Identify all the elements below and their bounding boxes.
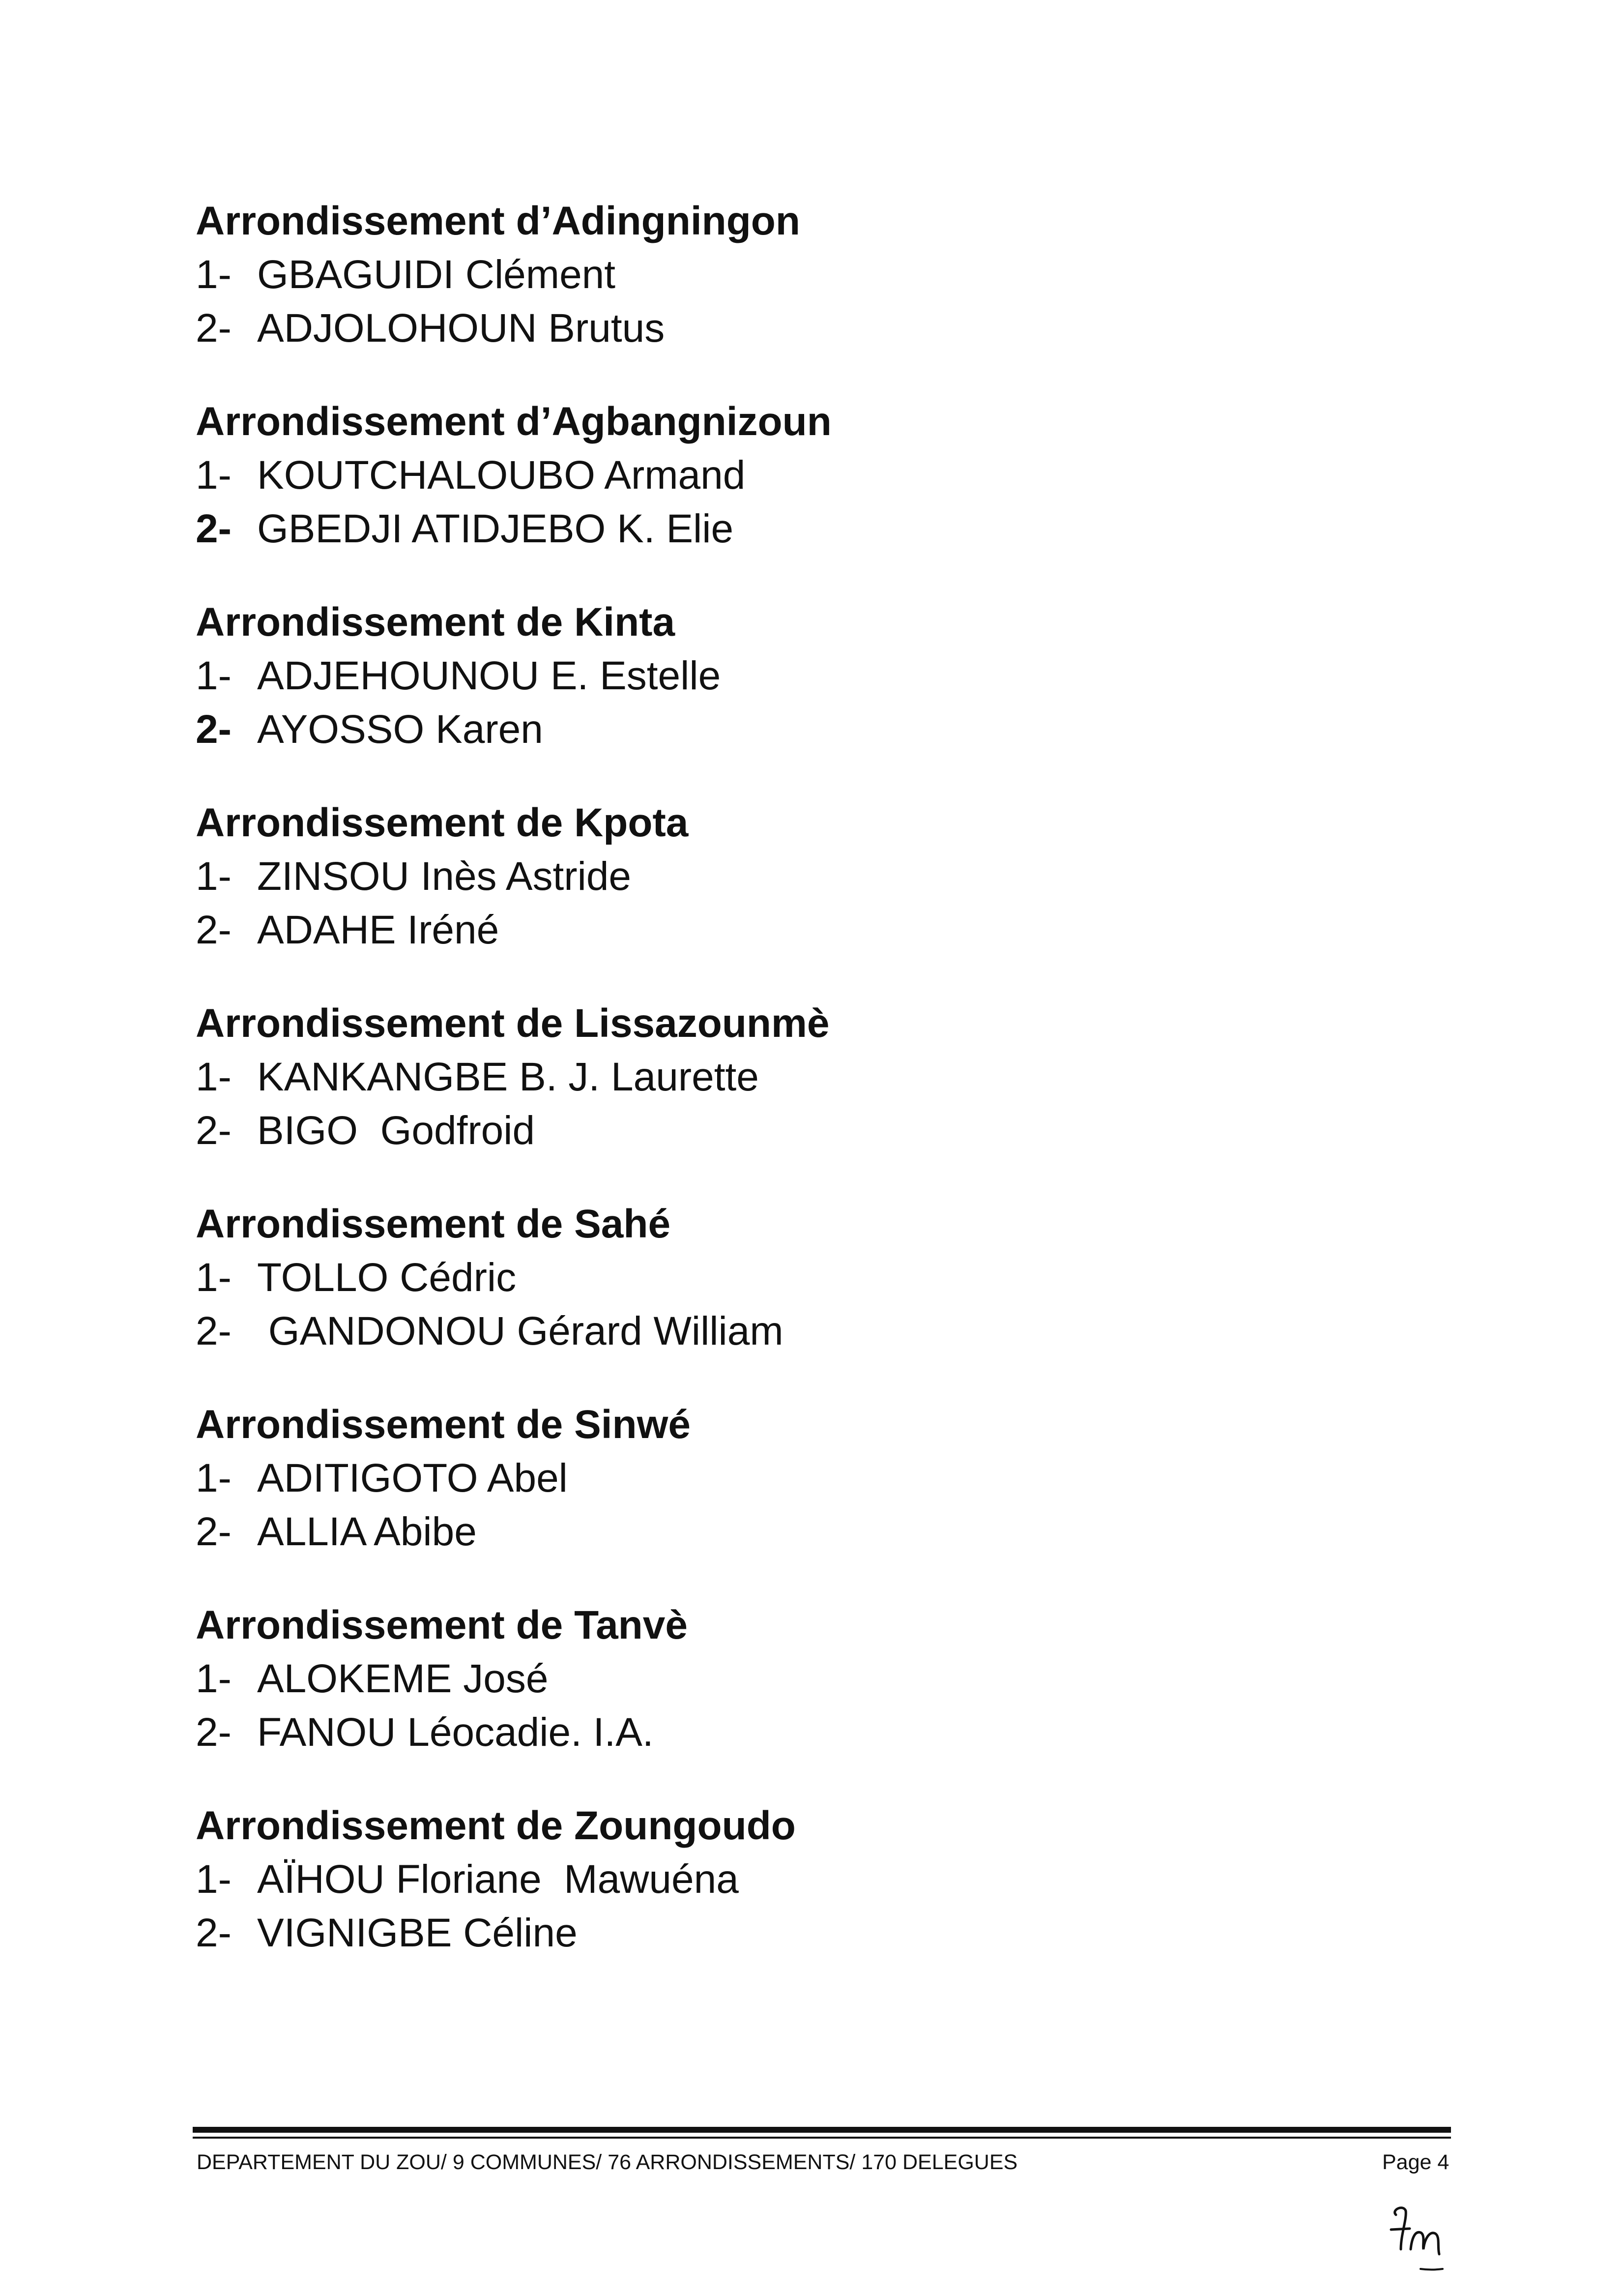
entry-number: 1-	[196, 1255, 232, 1300]
delegate-entry	[196, 1906, 1424, 1960]
delegate-name: TOLLO Cédric	[257, 1255, 517, 1300]
delegate-name: GBEDJI ATIDJEBO K. Elie	[257, 506, 734, 551]
delegate-entry	[196, 649, 1424, 703]
delegate-name: KOUTCHALOUBO Armand	[257, 453, 746, 498]
footer-divider-thin	[193, 2137, 1451, 2139]
arrondissement-heading: Arrondissement de Kinta	[196, 600, 675, 645]
entry-number: 1-	[196, 1656, 232, 1701]
arrondissement-section	[196, 1197, 1424, 1398]
delegate-name: VIGNIGBE Céline	[257, 1911, 578, 1955]
entry-number: 2-	[196, 1710, 232, 1755]
delegate-entry	[196, 1505, 1424, 1558]
footer-text: DEPARTEMENT DU ZOU/ 9 COMMUNES/ 76 ARRONDISSEMENTS/ 170 DELEGUES	[197, 2150, 1018, 2174]
arrondissement-heading: Arrondissement de Kpota	[196, 800, 689, 845]
entry-number: 2-	[196, 707, 232, 752]
delegate-name: AÏHOU Floriane Mawuéna	[257, 1857, 739, 1902]
entry-number: 1-	[196, 1055, 232, 1099]
delegate-name: ADITIGOTO Abel	[257, 1456, 568, 1500]
signature-icon	[1386, 2200, 1450, 2274]
delegate-entry	[196, 1451, 1424, 1505]
entry-number: 1-	[196, 1456, 232, 1500]
entry-number: 1-	[196, 252, 232, 297]
arrondissement-section	[196, 1398, 1424, 1598]
arrondissement-heading: Arrondissement d’Agbangnizoun	[196, 399, 832, 444]
arrondissement-heading: Arrondissement de Tanvè	[196, 1603, 688, 1647]
entry-number: 1-	[196, 1857, 232, 1902]
delegate-name: ALOKEME José	[257, 1656, 549, 1701]
arrondissement-heading: Arrondissement de Zoungoudo	[196, 1803, 796, 1848]
arrondissement-section	[196, 1799, 1424, 1999]
delegate-name: FANOU Léocadie. I.A.	[257, 1710, 654, 1755]
delegate-name: BIGO Godfroid	[257, 1108, 535, 1153]
entry-number: 1-	[196, 653, 232, 698]
delegate-entry	[196, 1251, 1424, 1304]
delegate-entry	[196, 448, 1424, 502]
arrondissement-section	[196, 997, 1424, 1197]
arrondissement-section	[196, 595, 1424, 796]
delegates-list	[196, 194, 1424, 1999]
entry-number: 1-	[196, 854, 232, 899]
arrondissement-section	[196, 395, 1424, 595]
entry-number: 2-	[196, 306, 232, 351]
delegate-entry	[196, 1050, 1424, 1104]
delegate-entry	[196, 502, 1424, 556]
delegate-name: AYOSSO Karen	[257, 707, 543, 752]
delegate-entry	[196, 301, 1424, 355]
delegate-entry	[196, 703, 1424, 756]
entry-number: 2-	[196, 1108, 232, 1153]
delegate-name: ADJEHOUNOU E. Estelle	[257, 653, 721, 698]
delegate-entry	[196, 1705, 1424, 1759]
delegate-name: ADAHE Iréné	[257, 908, 499, 952]
delegate-entry	[196, 1104, 1424, 1157]
entry-number: 2-	[196, 908, 232, 952]
arrondissement-heading: Arrondissement de Sinwé	[196, 1402, 691, 1447]
entry-number: 2-	[196, 1509, 232, 1554]
delegate-name: GBAGUIDI Clément	[257, 252, 616, 297]
delegate-entry	[196, 850, 1424, 903]
arrondissement-section	[196, 194, 1424, 395]
arrondissement-heading: Arrondissement d’Adingningon	[196, 199, 800, 243]
delegate-entry	[196, 1652, 1424, 1705]
arrondissement-heading: Arrondissement de Sahé	[196, 1202, 671, 1246]
delegate-name: ADJOLOHOUN Brutus	[257, 306, 665, 351]
delegate-entry	[196, 903, 1424, 957]
delegate-entry	[196, 248, 1424, 301]
entry-number: 2-	[196, 1309, 232, 1353]
arrondissement-section	[196, 796, 1424, 997]
footer-divider-thick	[193, 2127, 1451, 2133]
delegate-name: ZINSOU Inès Astride	[257, 854, 632, 899]
delegate-name: ALLIA Abibe	[257, 1509, 477, 1554]
delegate-entry	[196, 1304, 1424, 1358]
delegate-name: GANDONOU Gérard William	[257, 1309, 783, 1353]
delegate-entry	[196, 1852, 1424, 1906]
arrondissement-heading: Arrondissement de Lissazounmè	[196, 1001, 830, 1046]
arrondissement-section	[196, 1598, 1424, 1799]
page-number: Page 4	[1382, 2150, 1450, 2174]
entry-number: 2-	[196, 506, 232, 551]
entry-number: 2-	[196, 1911, 232, 1955]
delegate-name: KANKANGBE B. J. Laurette	[257, 1055, 759, 1099]
entry-number: 1-	[196, 453, 232, 498]
